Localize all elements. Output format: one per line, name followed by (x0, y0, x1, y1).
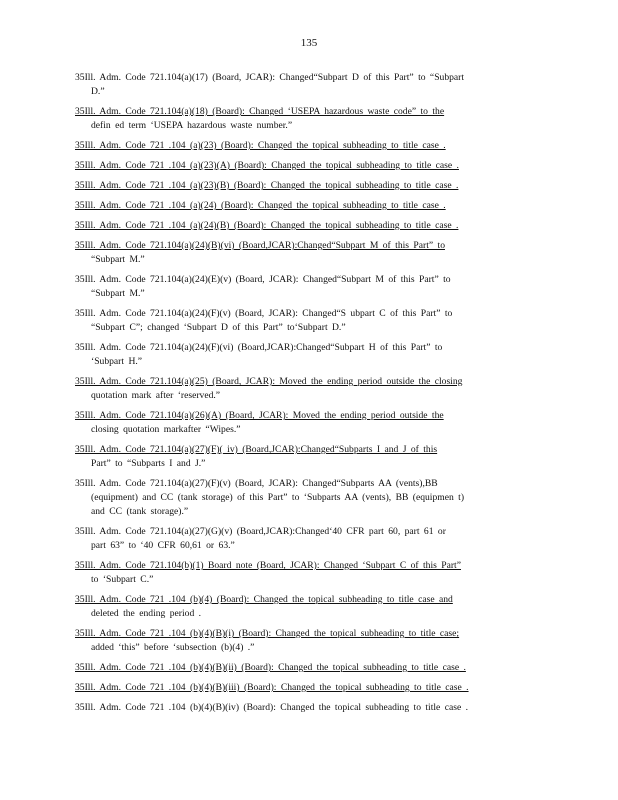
entry-citation-line: 35Ill. Adm. Code 721 .104 (a)(23)(B) (Board): Changed the topical subheading to title case . (75, 180, 459, 191)
entry-citation-line: 35Ill. Adm. Code 721.104(a)(27)(F)( iv) (Board,JCAR):Changed“Subparts I and J of this (75, 444, 438, 455)
amendment-list (75, 71, 530, 721)
entry-continuation-line: to ‘Subpart C.” (91, 574, 154, 585)
entry-citation-line: 35Ill. Adm. Code 721.104(a)(27)(G)(v) (Board,JCAR):Changed‘40 CFR part 60, part 61 or (75, 526, 446, 537)
entry-citation-line: 35Ill. Adm. Code 721 .104 (b)(4)(B)(iii) (Board): Changed the topical subheading to title case . (75, 682, 469, 693)
amendment-entry (75, 71, 530, 99)
amendment-entry (75, 199, 530, 213)
entry-citation-line: 35Ill. Adm. Code 721 .104 (a)(24)(B) (Board): Changed the topical subheading to title case . (75, 220, 459, 231)
entry-continuation-line: defin ed term ‘USEPA hazardous waste number.” (91, 120, 293, 131)
entry-citation-line: 35Ill. Adm. Code 721.104(a)(18) (Board): Changed ‘USEPA hazardous waste code” to the (75, 106, 445, 117)
entry-citation-line: 35Ill. Adm. Code 721.104(a)(24)(E)(v) (Board, JCAR): Changed“Subpart M of this Part” to (75, 274, 451, 285)
entry-continuation-line: closing quotation markafter “Wipes.” (91, 424, 241, 435)
entry-continuation-line: part 63” to ‘40 CFR 60,61 or 63.” (91, 540, 235, 551)
amendment-entry (75, 559, 530, 587)
entry-citation-line: 35Ill. Adm. Code 721 .104 (a)(23) (Board): Changed the topical subheading to title case . (75, 140, 446, 151)
amendment-entry (75, 219, 530, 233)
entry-continuation-line: D.” (91, 86, 105, 97)
amendment-entry (75, 525, 530, 553)
amendment-entry (75, 105, 530, 133)
entry-citation-line: 35Ill. Adm. Code 721.104(b)(1) Board note (Board, JCAR): Changed ‘Subpart C of this Part” (75, 560, 461, 571)
entry-continuation-line: (equipment) and CC (tank storage) of this Part” to ‘Subparts AA (vents), BB (equipmen t) (91, 492, 465, 503)
amendment-entry (75, 701, 530, 715)
entry-citation-line: 35Ill. Adm. Code 721.104(a)(26)(A) (Board, JCAR): Moved the ending period outside the (75, 410, 444, 421)
amendment-entry (75, 139, 530, 153)
amendment-entry (75, 681, 530, 695)
entry-continuation-line: and CC (tank storage).” (91, 506, 189, 517)
amendment-entry (75, 627, 530, 655)
entry-citation-line: 35Ill. Adm. Code 721.104(a)(24)(B)(vi) (Board,JCAR):Changed“Subpart M of this Part” to (75, 240, 445, 251)
entry-citation-line: 35Ill. Adm. Code 721.104(a)(17) (Board, JCAR): Changed“Subpart D of this Part” to “Subpart (75, 72, 465, 83)
entry-continuation-line: added ‘this” before ‘subsection (b)(4) .” (91, 642, 255, 653)
amendment-entry (75, 341, 530, 369)
entry-citation-line: 35Ill. Adm. Code 721 .104 (b)(4) (Board): Changed the topical subheading to title case and (75, 594, 453, 605)
entry-continuation-line: Part” to “Subparts I and J.” (91, 458, 206, 469)
entry-citation-line: 35Ill. Adm. Code 721.104(a)(27)(F)(v) (Board, JCAR): Changed“Subparts AA (vents),BB (75, 478, 438, 489)
amendment-entry (75, 375, 530, 403)
amendment-entry (75, 593, 530, 621)
page-number: 135 (300, 37, 318, 49)
amendment-entry (75, 409, 530, 437)
amendment-entry (75, 307, 530, 335)
entry-continuation-line: quotation mark after ‘reserved.” (91, 390, 221, 401)
entry-continuation-line: ‘Subpart H.” (91, 356, 143, 367)
entry-continuation-line: “Subpart C”; changed ‘Subpart D of this Part” to‘Subpart D.” (91, 322, 346, 333)
amendment-entry (75, 273, 530, 301)
entry-citation-line: 35Ill. Adm. Code 721.104(a)(24)(F)(v) (Board, JCAR): Changed“S ubpart C of this Part” to (75, 308, 453, 319)
entry-citation-line: 35Ill. Adm. Code 721 .104 (b)(4)(B)(iv) (Board): Changed the topical subheading to title case . (75, 702, 469, 713)
amendment-entry (75, 239, 530, 267)
amendment-entry (75, 443, 530, 471)
entry-continuation-line: “Subpart M.” (91, 288, 145, 299)
amendment-entry (75, 159, 530, 173)
entry-citation-line: 35Ill. Adm. Code 721 .104 (b)(4)(B)(ii) (Board): Changed the topical subheading to title case . (75, 662, 466, 673)
entry-citation-line: 35Ill. Adm. Code 721 .104 (b)(4)(B)(i) (Board): Changed the topical subheading to title case; (75, 628, 460, 639)
entry-continuation-line: “Subpart M.” (91, 254, 145, 265)
entry-citation-line: 35Ill. Adm. Code 721.104(a)(24)(F)(vi) (Board,JCAR):Changed“Subpart H of this Part” to (75, 342, 443, 353)
amendment-entry (75, 661, 530, 675)
entry-citation-line: 35Ill. Adm. Code 721.104(a)(25) (Board, JCAR): Moved the ending period outside the closing (75, 376, 463, 387)
entry-citation-line: 35Ill. Adm. Code 721 .104 (a)(23)(A) (Board): Changed the topical subheading to title case . (75, 160, 459, 171)
entry-continuation-line: deleted the ending period . (91, 608, 202, 619)
amendment-entry (75, 179, 530, 193)
entry-citation-line: 35Ill. Adm. Code 721 .104 (a)(24) (Board): Changed the topical subheading to title case . (75, 200, 446, 211)
amendment-entry (75, 477, 530, 519)
